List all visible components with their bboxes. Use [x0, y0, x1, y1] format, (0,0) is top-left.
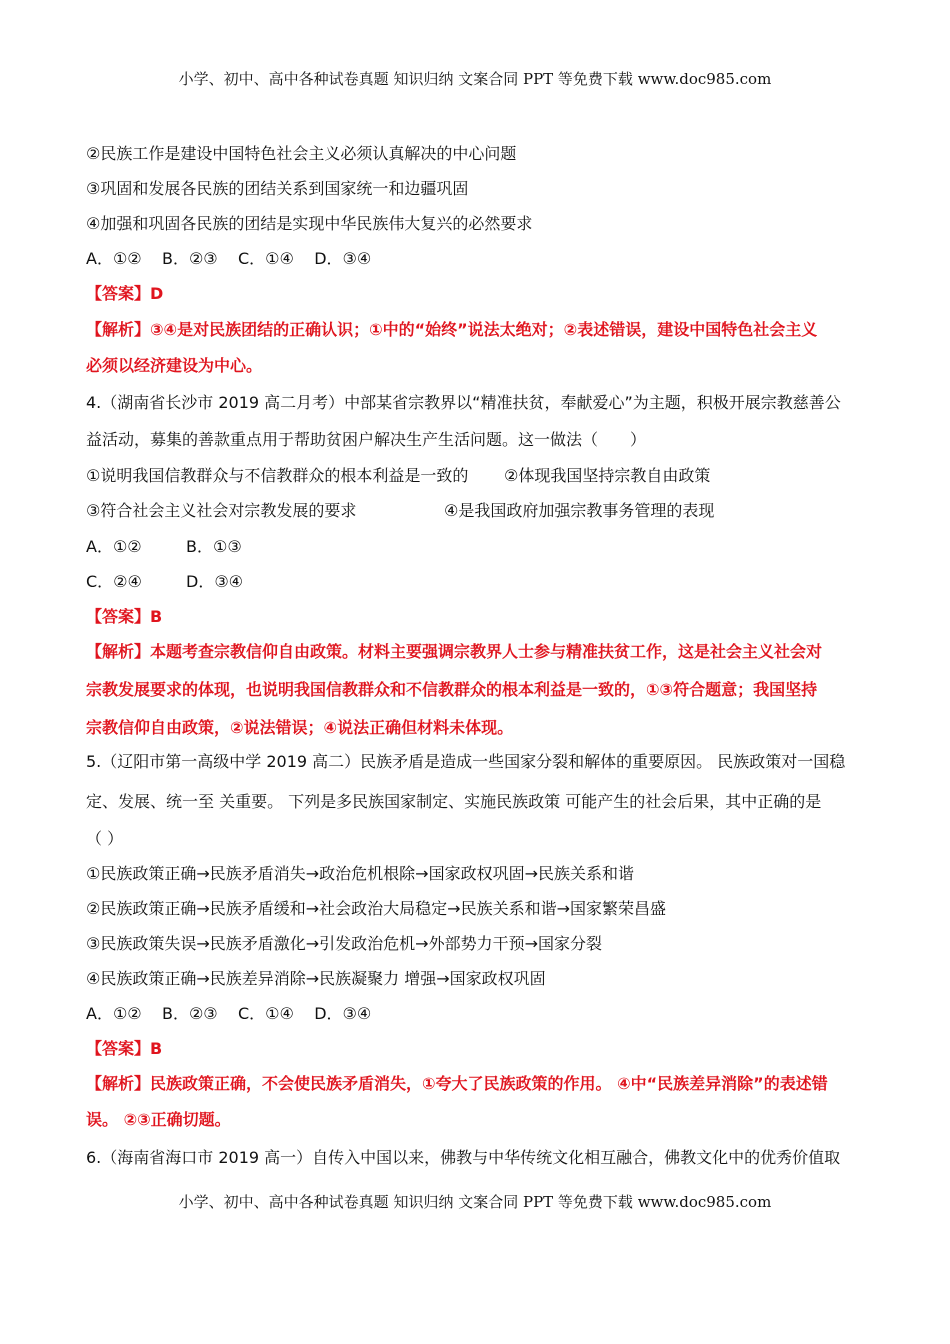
q3-option-4: ④加强和巩固各民族的团结是实现中华民族伟大复兴的必然要求 [86, 214, 533, 233]
q4-options-row-1 [86, 466, 866, 486]
q5-choices: A．①② B．②③ C．①④ D．③④ [86, 1004, 372, 1023]
q5-option-1: ①民族政策正确→民族矛盾消失→政治危机根除→国家政权巩固→民族关系和谐 [86, 864, 634, 883]
q4-stem-line-2: 益活动，募集的善款重点用于帮助贫困户解决生产生活问题。这一做法（ ） [86, 430, 647, 449]
q4-options-row-2 [86, 501, 866, 521]
q4-option-3: ③符合社会主义社会对宗教发展的要求 [86, 501, 357, 520]
q3-analysis-line-2: 必须以经济建设为中心。 [86, 356, 263, 375]
q4-option-1: ①说明我国信教群众与不信教群众的根本利益是一致的 [86, 466, 469, 485]
q3-choices: A．①② B．②③ C．①④ D．③④ [86, 249, 372, 268]
q5-stem-line-1: 5.（辽阳市第一高级中学 2019 高二）民族矛盾是造成一些国家分裂和解体的重要原因。 民族政策对一国稳 [86, 752, 846, 771]
q4-stem-line-1: 4.（湖南省长沙市 2019 高二月考）中部某省宗教界以“精准扶贫，奉献爱心”为主题，积极开展宗教慈善公 [86, 393, 841, 412]
q4-choice-c: C．②④ [86, 572, 142, 591]
q3-answer: 【答案】D [86, 284, 164, 303]
q3-analysis-line-1: 【解析】③④是对民族团结的正确认识；①中的“始终”说法太绝对；②表述错误，建设中国特色社会主义 [86, 320, 818, 339]
q4-choice-b: B．①③ [186, 537, 242, 556]
q4-analysis-line-1: 【解析】本题考查宗教信仰自由政策。材料主要强调宗教界人士参与精准扶贫工作，这是社会主义社会对 [86, 642, 823, 661]
q4-analysis-line-3: 宗教信仰自由政策，②说法错误；④说法正确但材料未体现。 [86, 718, 514, 737]
q4-choices-row-2 [86, 572, 866, 592]
q5-answer: 【答案】B [86, 1039, 163, 1058]
q4-choice-a: A．①② [86, 537, 142, 556]
q4-option-4: ④是我国政府加强宗教事务管理的表现 [444, 501, 715, 520]
q4-option-2: ②体现我国坚持宗教自由政策 [504, 466, 711, 485]
q4-analysis-line-2: 宗教发展要求的体现，也说明我国信教群众和不信教群众的根本利益是一致的，①③符合题意；我国坚持 [86, 680, 818, 699]
q5-analysis-line-2: 误。 ②③正确切题。 [86, 1110, 231, 1129]
q6-stem-line-1: 6.（海南省海口市 2019 高一）自传入中国以来，佛教与中华传统文化相互融合，佛教文化中的优秀价值取 [86, 1148, 841, 1167]
q5-option-2: ②民族政策正确→民族矛盾缓和→社会政治大局稳定→民族关系和谐→国家繁荣昌盛 [86, 899, 666, 918]
q4-answer: 【答案】B [86, 607, 163, 626]
q5-option-3: ③民族政策失误→民族矛盾激化→引发政治危机→外部势力干预→国家分裂 [86, 934, 602, 953]
q5-option-4: ④民族政策正确→民族差异消除→民族凝聚力 增强→国家政权巩固 [86, 969, 546, 988]
page-footer: 小学、初中、高中各种试卷真题 知识归纳 文案合同 PPT 等免费下载 www.doc985.com [178, 1193, 772, 1211]
q3-option-3: ③巩固和发展各民族的团结关系到国家统一和边疆巩固 [86, 179, 469, 198]
q5-stem-line-3: （ ） [86, 829, 124, 848]
q5-analysis-line-1: 【解析】民族政策正确，不会使民族矛盾消失，①夸大了民族政策的作用。 ④中“民族差异消除”的表述错 [86, 1074, 828, 1093]
q4-choice-d: D．③④ [186, 572, 244, 591]
q5-stem-line-2: 定、发展、统一至 关重要。 下列是多民族国家制定、实施民族政策 可能产生的社会后果，其中正确的是 [86, 792, 822, 811]
q3-option-2: ②民族工作是建设中国特色社会主义必须认真解决的中心问题 [86, 144, 517, 163]
q4-choices-row-1 [86, 537, 866, 557]
page-header: 小学、初中、高中各种试卷真题 知识归纳 文案合同 PPT 等免费下载 www.doc985.com [178, 70, 772, 88]
